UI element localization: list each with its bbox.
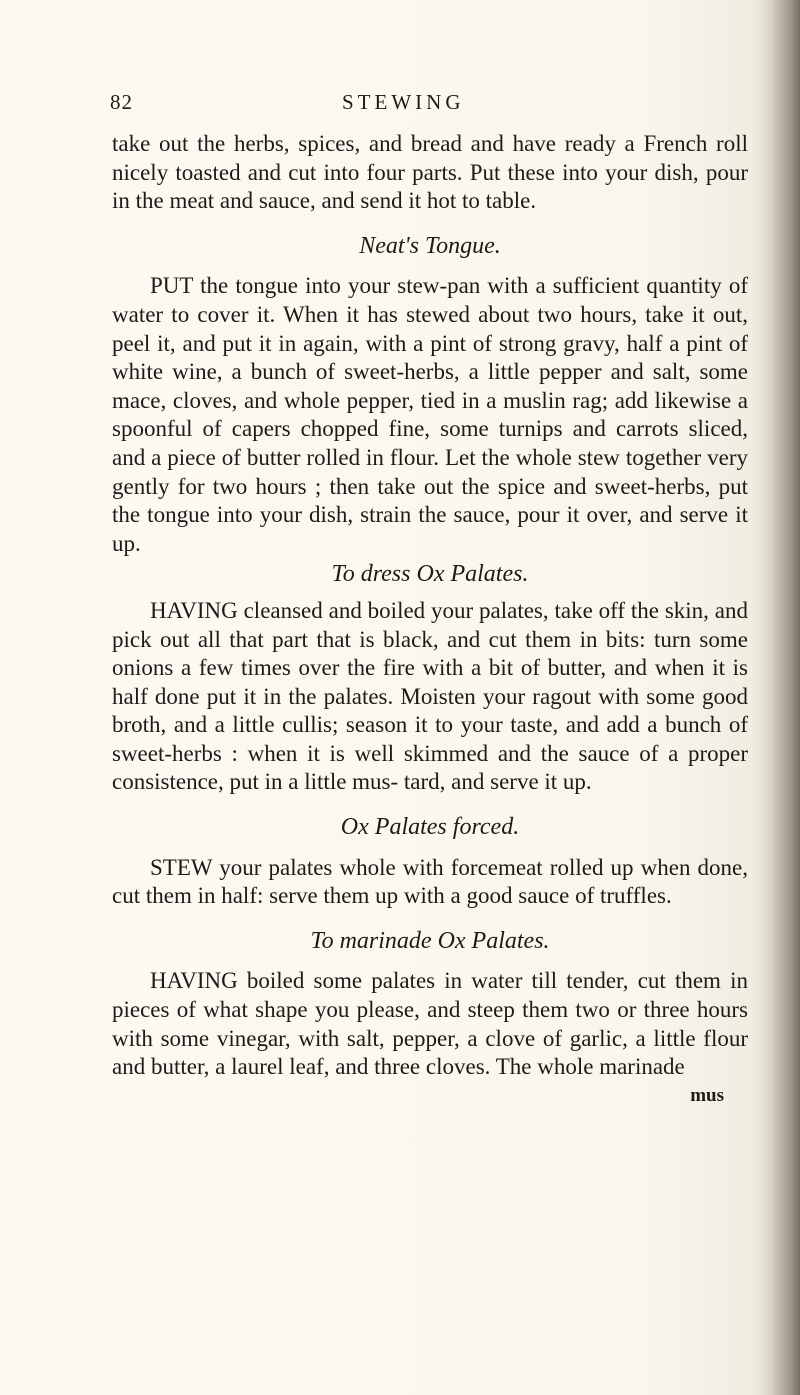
- catchword: mus: [690, 1084, 724, 1106]
- page-edge-shadow: [752, 0, 800, 1395]
- marinade-ox-palates-heading: To marinade Ox Palates.: [310, 927, 550, 954]
- ox-palates-forced-paragraph: STEW your palates whole with forcemeat rolled up when done, cut them in half: serve them up with a good sauce of truffles.: [112, 854, 748, 909]
- running-head: [110, 90, 750, 120]
- running-title: STEWING: [342, 90, 465, 114]
- ox-palates-forced-heading: Ox Palates forced.: [340, 814, 520, 841]
- neats-tongue-paragraph: PUT the tongue into your stew-pan with a sufficient quantity of water to cover it. When it has stewed about two hours, take it out, peel it, and put it in again, with a pint of strong gravy, half a pint of white wine, a bunch of sweet-herbs, a little pepper and salt, some mace, cloves, and whole pepper, tied in a muslin rag; add likewise a spoonful of capers chopped fine, some turnips and carrots sliced, and a piece of butter rolled in flour. Let the whole stew together very gently for two hours ; then take out the spice and sweet-herbs, put the tongue into your dish, strain the sauce, pour it over, and serve it up.: [112, 273, 748, 556]
- page-number: 82: [110, 90, 133, 114]
- dress-ox-palates-heading: To dress Ox Palates.: [331, 561, 529, 588]
- neats-tongue-heading: Neat's Tongue.: [359, 232, 501, 259]
- page-content: [112, 130, 748, 1110]
- dress-ox-palates-paragraph: HAVING cleansed and boiled your palates, take off the skin, and pick out all that part that is black, and cut them in bits: turn some onions a few times over the fire with a bit of butter, and when it is half done put it in the palates. Moisten your ragout with some good broth, and a little cullis; season it to your taste, and add a bunch of sweet-herbs : when it is well skimmed and the sauce of a proper consistence, put in a little mus- tard, and serve it up.: [112, 597, 748, 795]
- intro-paragraph: take out the herbs, spices, and bread and have ready a French roll nicely toasted and cut into four parts. Put these into your dish, pour in the meat and sauce, and send it hot to table.: [112, 131, 748, 214]
- marinade-ox-palates-paragraph: HAVING boiled some palates in water till tender, cut them in pieces of what shape you please, and steep them two or three hours with some vinegar, with salt, pepper, a clove of garlic, a little flour and butter, a laurel leaf, and three cloves. The whole marinade: [112, 968, 748, 1080]
